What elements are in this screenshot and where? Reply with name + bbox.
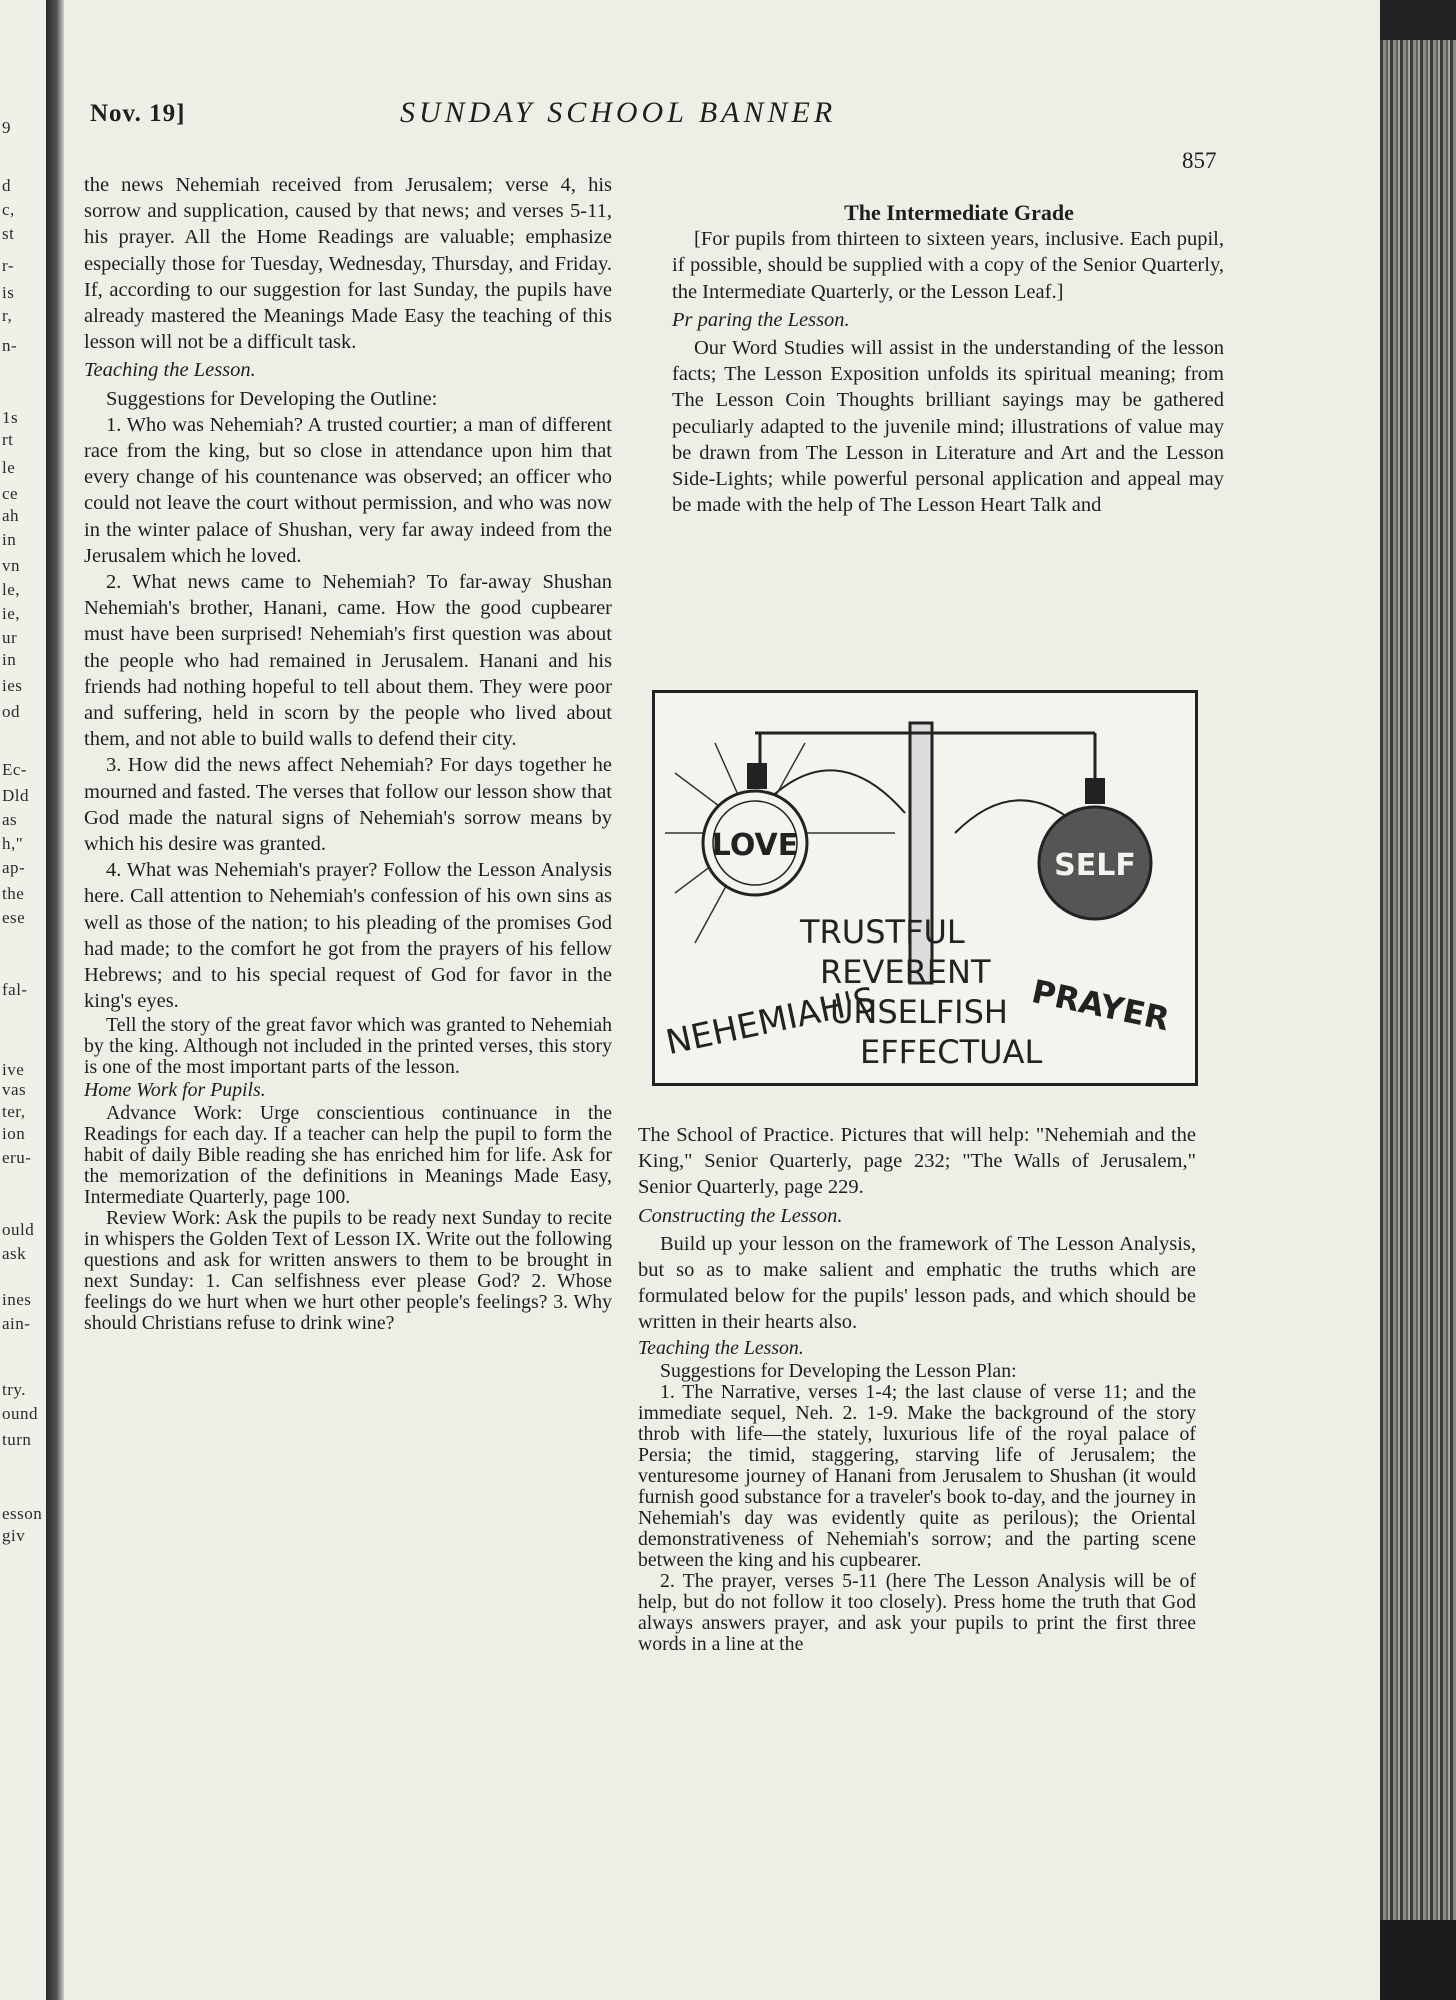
gutter-fragment: as	[2, 810, 18, 829]
gutter-fragment: st	[2, 224, 15, 243]
gutter-fragment: vn	[2, 556, 20, 575]
gutter-fragment: ese	[2, 908, 26, 927]
preparing-paragraph: Our Word Studies will assist in the understanding of the lesson facts; The Lesson Exposition unfolds its spiritual meaning; from The Lesson Coin Thoughts brilliant sayings may be gathered peculiarly adapted to the juvenile mind; illustrations of value may be drawn from The Lesson in Literature and Art and the Lesson Side-Lights; while powerful personal application and appeal may be made with the help of The Lesson Heart Talk and	[672, 337, 1224, 517]
gutter-fragment: r,	[2, 306, 13, 325]
constructing-heading: Constructing the Lesson.	[638, 1204, 843, 1227]
word-nehemiahs: NEHEMIAH'S	[662, 979, 880, 1064]
plan-intro: Suggestions for Developing the Lesson Plan:	[660, 1359, 1017, 1382]
homework-heading: Home Work for Pupils.	[84, 1078, 266, 1101]
word-prayer: PRAYER	[1028, 972, 1173, 1039]
gutter-fragment: le,	[2, 580, 21, 599]
school-of-practice-paragraph: The School of Practice. Pictures that will help: "Nehemiah and the King," Senior Quarterly, page 232; "The Walls of Jerusalem," Senior Quarterly, page 229.	[638, 1124, 1196, 1199]
gutter-fragment: vas	[2, 1080, 27, 1099]
gutter-fragment: ter,	[2, 1102, 26, 1121]
gutter-fragment: od	[2, 702, 20, 721]
plan-point-1: 1. The Narrative, verses 1-4; the last clause of verse 11; and the immediate sequel, Neh. 2. 1-9. Make the background of the story throb with life—the stately, luxurious life of the royal palace of Persia; the timid, staggering, starving life of Jerusalem; the venturesome journey of Hanani from Jerusalem to Shushan (it would furnish good substance for a traveler's book to-day, and the journey in Nehemiah's day was evidently quite as perilous); the Oriental demonstrativeness of Nehemiah's sorrow; and the parting scene between the king and his cupbearer.	[638, 1380, 1196, 1571]
teaching-heading: Teaching the Lesson.	[84, 359, 256, 382]
gutter-fragment: Ec-	[2, 760, 28, 779]
gutter-fragment: ask	[2, 1244, 27, 1263]
illustration-drawing	[655, 693, 1195, 1083]
gutter-fragment: ain-	[2, 1314, 31, 1333]
plan-point-2: 2. The prayer, verses 5-11 (here The Lesson Analysis will be of help, but do not follow it too closely). Press home the truth that God always answers prayer, and ask your pupils to print the first three words in a line at the	[638, 1569, 1196, 1655]
gutter-fragment: turn	[2, 1430, 32, 1449]
gutter-fragment: 9	[2, 118, 11, 137]
gutter-fragment: n-	[2, 336, 18, 355]
gutter-fragment: eru-	[2, 1148, 32, 1167]
left-intro-paragraph: the news Nehemiah received from Jerusalem; verse 4, his sorrow and supplication, caused by that news; and verses 5-11, his prayer. All the Home Readings are valuable; emphasize especially those for Tuesday, Wednesday, Thursday, and Friday. If, according to our suggestion for last Sunday, the pupils have already mastered the Meanings Made Easy the teaching of this lesson will not be a difficult task.	[84, 174, 612, 354]
story-paragraph: Tell the story of the great favor which was granted to Nehemiah by the king. Although not included in the printed verses, this story is one of the most important parts of the lesson.	[84, 1013, 612, 1078]
gutter-fragment: ur	[2, 628, 18, 647]
word-reverent: REVERENT	[820, 953, 991, 991]
gutter-fragment: the	[2, 884, 25, 903]
gutter-fragment: h,"	[2, 834, 24, 853]
word-trustful: TRUSTFUL	[800, 913, 965, 951]
gutter-fragment: ould	[2, 1220, 35, 1239]
question-3: 3. How did the news affect Nehemiah? For days together he mourned and fasted. The verses that follow our lesson show that God made the natural signs of Nehemiah's sorrow means by which his desire was granted.	[84, 754, 612, 856]
advance-work: Advance Work: Urge conscientious continuance in the Readings for each day. If a teacher can help the pupil to form the habit of daily Bible reading she has enriched him for life. Ask for the memorization of the definitions in Meanings Made Easy, Intermediate Quarterly, page 100.	[84, 1101, 612, 1208]
gutter-fragment: ines	[2, 1290, 32, 1309]
gutter-fragment: esson	[2, 1504, 43, 1523]
left-weight-cap	[747, 763, 767, 789]
right-column-top	[672, 200, 1224, 518]
grade-note: [For pupils from thirteen to sixteen years, inclusive. Each pupil, if possible, should be supplied with a copy of the Senior Quarterly, the Intermediate Quarterly, or the Lesson Leaf.]	[672, 228, 1224, 303]
grade-heading: The Intermediate Grade	[844, 200, 1074, 225]
left-column	[84, 172, 612, 1334]
word-unselfish: UNSELFISH	[830, 993, 1008, 1031]
gutter-fragment: rt	[2, 430, 14, 449]
gutter-fragment: ap-	[2, 858, 26, 877]
gutter-fragment: 1s	[2, 408, 19, 427]
header-date: Nov. 19]	[90, 100, 186, 127]
gutter-fragment: in	[2, 650, 17, 669]
love-label: LOVE	[711, 828, 799, 863]
preparing-heading: Pr paring the Lesson.	[672, 308, 850, 331]
right-column-bottom	[638, 1122, 1196, 1655]
page-edge-stack	[1380, 40, 1456, 1920]
gutter-fragment: d	[2, 176, 11, 195]
gutter-fragment: c,	[2, 200, 15, 219]
gutter-fragment: ce	[2, 484, 19, 503]
gutter-fragment: ah	[2, 506, 20, 525]
page-edge-top	[1380, 0, 1456, 40]
gutter-fragment: fal-	[2, 980, 28, 999]
gutter-fragment: ion	[2, 1124, 26, 1143]
gutter-fragment: ies	[2, 676, 23, 695]
question-1: 1. Who was Nehemiah? A trusted courtier; a man of different race from the king, but so close in attendance upon him that every change of his countenance was observed; an officer who could not leave the court without permission, and who was now in the winter palace of Shushan, very far away indeed from the Jerusalem which he loved.	[84, 413, 612, 567]
header-title: SUNDAY SCHOOL BANNER	[400, 96, 837, 129]
question-2: 2. What news came to Nehemiah? To far-away Shushan Nehemiah's brother, Hanani, came. How the good cupbearer must have been surprised! Nehemiah's first question was about the people who had remained in Jerusalem. Hanani and his friends had nothing hopeful to tell about them. They were poor and suffering, held in scorn by the people who lived about them, and not able to build walls to defend their city.	[84, 571, 612, 751]
gutter-fragment: in	[2, 530, 17, 549]
gutter-fragment: is	[2, 283, 15, 302]
right-teaching-heading: Teaching the Lesson.	[638, 1336, 804, 1359]
gutter-fragment: try.	[2, 1380, 27, 1399]
self-label: SELF	[1054, 848, 1136, 883]
gutter-fragment: Dld	[2, 786, 29, 805]
outline-intro: Suggestions for Developing the Outline:	[106, 387, 438, 410]
gutter-fragment: r-	[2, 256, 14, 275]
gutter-fragment: le	[2, 458, 16, 477]
review-work: Review Work: Ask the pupils to be ready next Sunday to recite in whispers the Golden Text of Lesson IX. Write out the following questions and ask for written answers to them to be brought in next Sunday: 1. Can selfishness ever please God? 2. Whose feelings do we hurt when we hurt other people's feelings? 3. Why should Christians refuse to drink wine?	[84, 1206, 612, 1334]
question-4: 4. What was Nehemiah's prayer? Follow the Lesson Analysis here. Call attention to Nehemiah's confession of his own sins as well as those of the nation; to his pleading of the promises God had made; to the comfort he got from the prayers of his fellow Hebrews; and to his special request of God for favor in the king's eyes.	[84, 859, 612, 1013]
right-weight-cap	[1085, 778, 1105, 804]
constructing-paragraph: Build up your lesson on the framework of The Lesson Analysis, but so as to make salient and emphatic the truths which are formulated below for the pupils' lesson pads, and which should be written in their hearts also.	[638, 1232, 1196, 1334]
gutter-fragment: giv	[2, 1526, 26, 1545]
nehemiah-prayer-illustration	[652, 690, 1198, 1086]
gutter-fragment: ie,	[2, 604, 21, 623]
page-number: 857	[1182, 148, 1217, 173]
gutter-shadow	[46, 0, 64, 2000]
word-effectual: EFFECTUAL	[860, 1033, 1043, 1071]
gutter-fragment: ound	[2, 1404, 38, 1423]
gutter-fragment: ive	[2, 1060, 25, 1079]
